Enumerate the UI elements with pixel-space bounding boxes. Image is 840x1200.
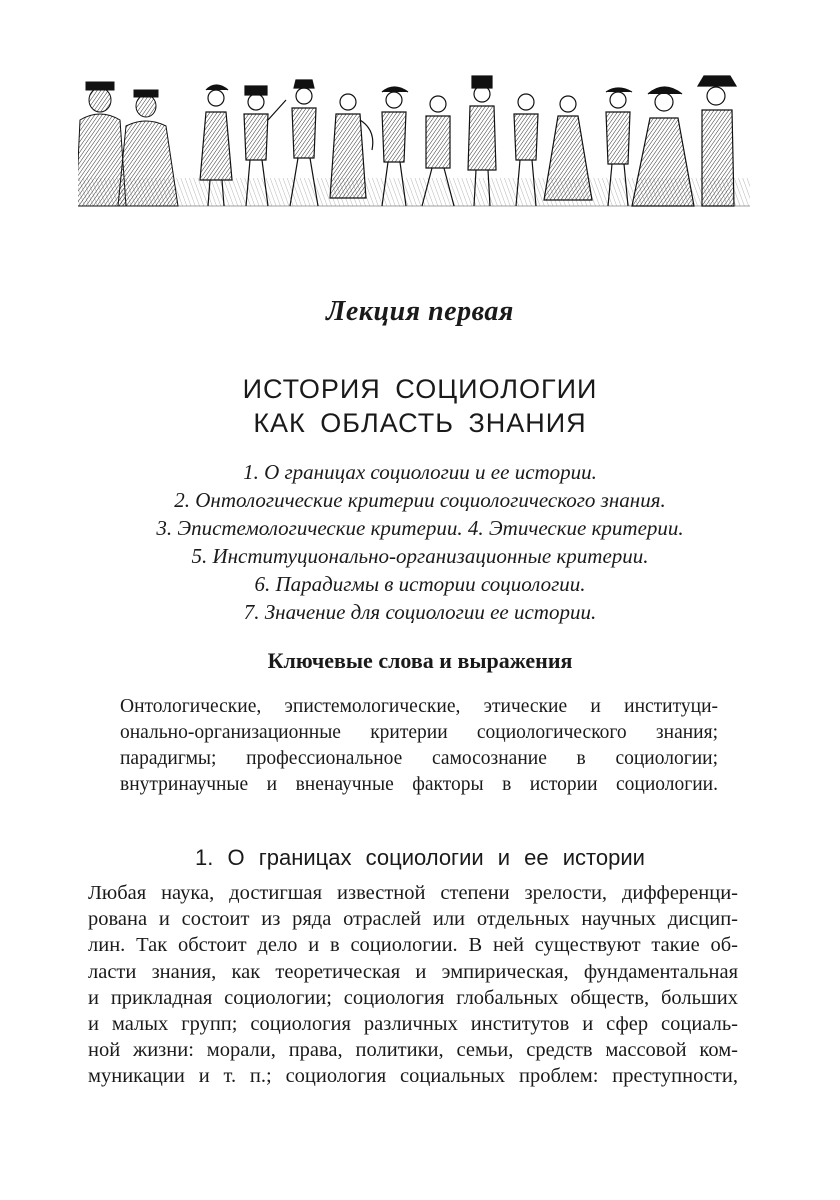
body-line: и малых групп; социология различных институтов и сфер социаль-	[88, 1013, 738, 1036]
contents-item: 1. О границах социологии и ее истории.	[243, 460, 597, 484]
section-body-paragraph	[88, 880, 738, 1090]
chapter-title-line: КАК ОБЛАСТЬ ЗНАНИЯ	[253, 408, 587, 438]
keywords-line: Онтологические, эпистемологические, этические и институци-	[120, 696, 718, 717]
chapter-title-line: ИСТОРИЯ СОЦИОЛОГИИ	[242, 374, 598, 404]
contents-item: 6. Парадигмы в истории социологии.	[254, 572, 586, 596]
contents-item: 3. Эпистемологические критерии. 4. Этические критерии.	[156, 516, 684, 540]
keywords-paragraph	[120, 694, 718, 798]
body-line: муникации и т. п.; социология социальных проблем: преступности,	[88, 1065, 738, 1088]
keywords-heading: Ключевые слова и выражения	[267, 648, 573, 673]
keywords-line: внутринаучные и вненаучные факторы в истории социологии.	[120, 774, 718, 795]
body-line: лин. Так обстоит дело и в социологии. В ней существуют такие об-	[88, 934, 738, 957]
chapter-title	[0, 372, 840, 440]
body-line: ласти знания, как теоретическая и эмпирическая, фундаментальная	[88, 960, 738, 983]
contents-item: 2. Онтологические критерии социологического знания.	[174, 488, 666, 512]
body-line: ной жизни: морали, права, политики, семьи, средств массовой ком-	[88, 1039, 738, 1062]
lecture-contents-list	[0, 458, 840, 626]
section-heading: 1. О границах социологии и ее истории	[195, 845, 645, 870]
keywords-line: парадигмы; профессиональное самосознание в социологии;	[120, 748, 718, 769]
lecture-label: Лекция первая	[326, 296, 514, 327]
contents-item: 5. Институционально-организационные критерии.	[191, 544, 649, 568]
engraving-figures-illustration	[78, 60, 750, 210]
body-line: рована и состоит из ряда отраслей или отдельных научных дисцип-	[88, 908, 738, 931]
keywords-line: онально-организационные критерии социологического знания;	[120, 722, 718, 743]
contents-item: 7. Значение для социологии ее истории.	[243, 600, 597, 624]
body-line: Любая наука, достигшая известной степени зрелости, дифференци-	[88, 882, 738, 904]
body-line: и прикладная социологии; социология глобальных обществ, больших	[88, 986, 738, 1009]
decorative-banner-engraving	[78, 60, 750, 210]
